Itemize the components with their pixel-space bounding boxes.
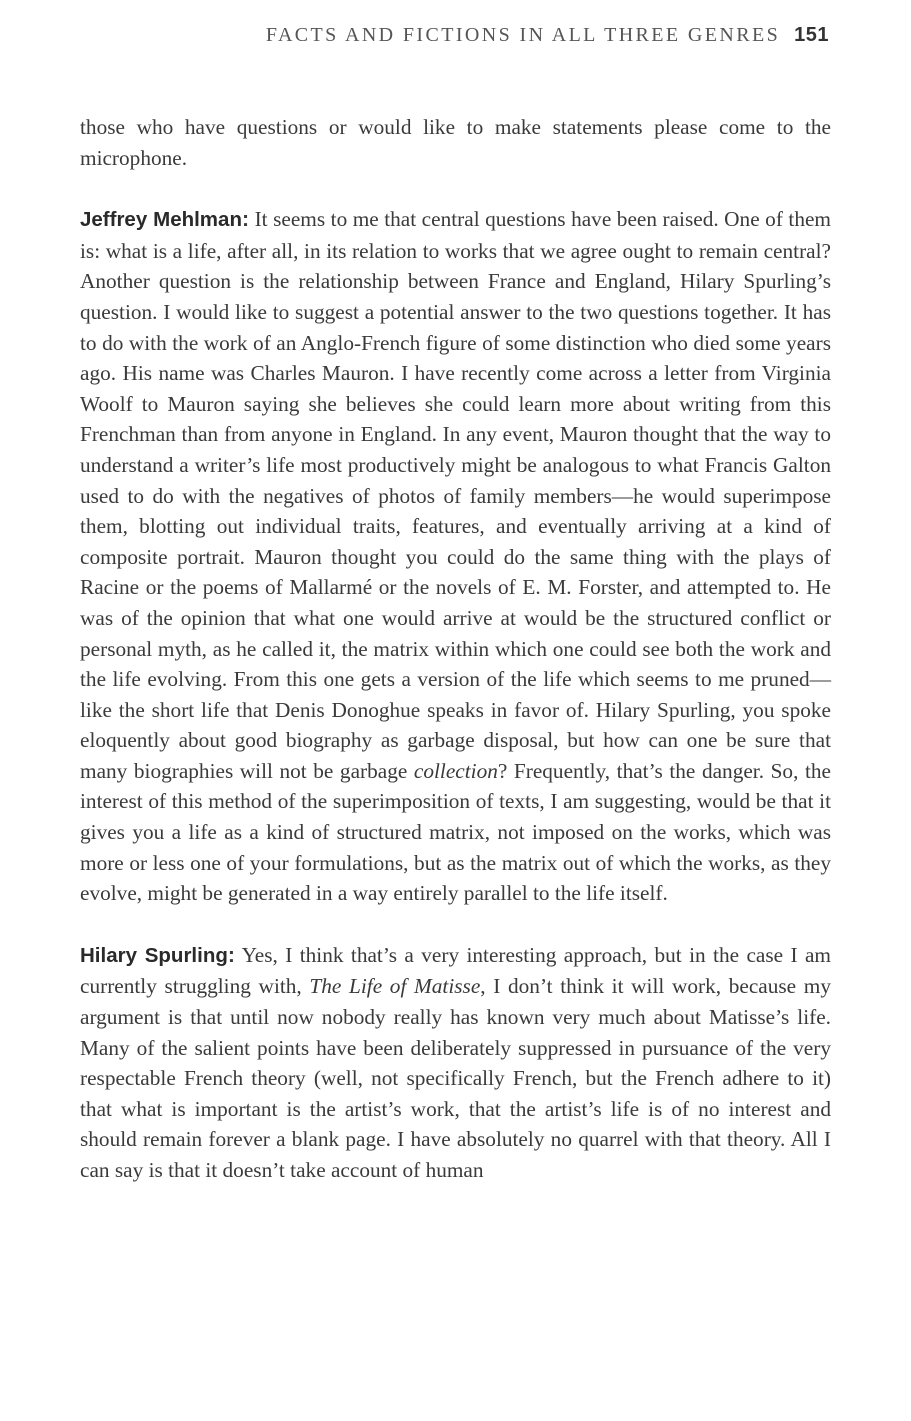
speaker-name: Jeffrey Mehlman xyxy=(80,208,242,232)
paragraph xyxy=(80,112,831,173)
paragraph-text: It seems to me that central questions have been raised. One of them is: what is a life, after all, in its relation to works that we agree ought to remain central? Another question is the relationship between France and England, Hilary Spurling’s question. I would like to suggest a potential answer to the two questions together. It has to do with the work of an Anglo-French figure of some distinction who died some years ago. His name was Charles Mauron. I have recently come across a letter from Virginia Woolf to Mauron saying she believes she could learn more about writing from this Frenchman than from anyone in England. In any event, Mauron thought that the way to understand a writer’s life most productively might be analogous to what Francis Galton used to do with the negatives of photos of family members—he would superimpose them, blotting out individual traits, features, and eventually arriving at a kind of composite portrait. Mauron thought you could do the same thing with the plays of Racine or the poems of Mallarmé or the novels of E. M. Forster, and attempted to. He was of the opinion that what one would arrive at would be the structured conflict or personal myth, as he called it, the matrix within which one could see both the work and the life evolving. From this one gets a version of the life which seems to me pruned—like the short life that Denis Donoghue speaks in favor of. Hilary Spurling, you spoke eloquently about good biography as garbage disposal, but how can one be sure that many biographies will not be garbage xyxy=(80,207,831,783)
italic-text: collection xyxy=(413,758,498,783)
running-head xyxy=(266,24,829,47)
body-text xyxy=(80,112,831,1217)
paragraph-text: those who have questions or would like to make statements please come to the microphone. xyxy=(80,115,831,170)
speaker-colon: : xyxy=(227,942,235,967)
speaker-colon: : xyxy=(241,207,250,232)
paragraph-text: ? Frequently, that’s the danger. So, the interest of this method of the superimposition of texts, I am suggesting, would be that it gives you a life as a kind of structured matrix, not imposed on the works, which was more or less one of your formulations, but as the matrix out of which the works, as they evolve, might be generated in a way entirely parallel to the life itself. xyxy=(80,758,831,906)
page-number: 151 xyxy=(794,24,829,46)
italic-text: The Life of Matisse xyxy=(309,974,481,999)
paragraph xyxy=(80,940,831,1186)
running-title: FACTS AND FICTIONS IN ALL THREE GENRES xyxy=(265,24,781,46)
speaker-name: Hilary Spurling xyxy=(80,943,228,967)
paragraph-text: Yes, I think that’s a very interesting approach, but in the case I am currently struggling with, xyxy=(80,942,831,999)
paragraph-text: , I don’t think it will work, because my argument is that until now nobody really has known very much about Matisse’s life. Many of the salient points have been deliberately suppressed in pursuance of the very respectable French theory (well, not specifically French, but the French adhere to it) that what is important is the artist’s work, that the artist’s life is of no interest and should remain forever a blank page. I have absolutely no quarrel with that theory. All I can say is that it doesn’t take account of human xyxy=(80,974,831,1182)
paragraph xyxy=(80,204,831,909)
